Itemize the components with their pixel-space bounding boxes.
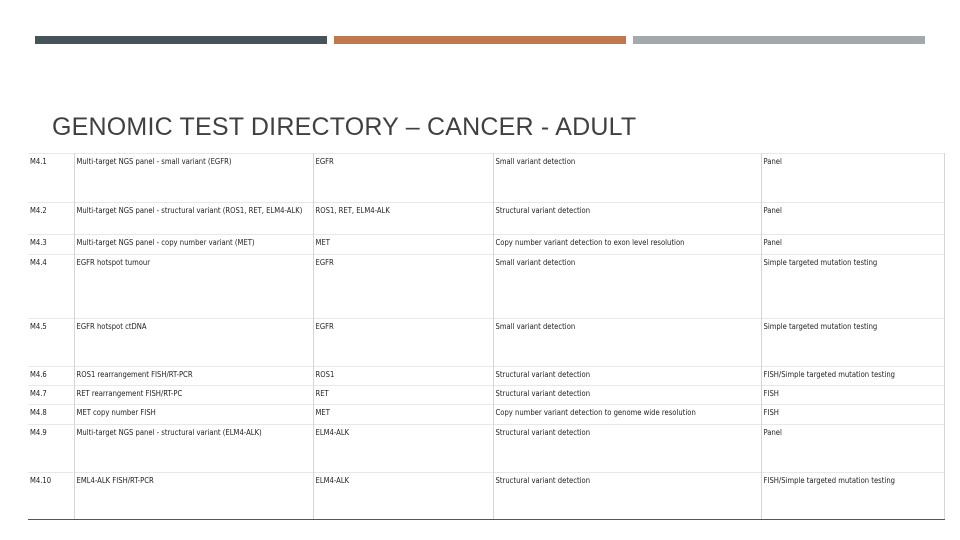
table-row: [28, 473, 944, 520]
test-name-cell: Multi-target NGS panel - structural variant (ELM4-ALK): [74, 425, 313, 473]
target-gene-cell: MET: [313, 235, 493, 255]
table-row: [28, 405, 944, 425]
accent-bar-dark: [35, 36, 327, 44]
test-scope-cell: Copy number variant detection to genome wide resolution: [493, 405, 761, 425]
target-gene-cell: ROS1: [313, 367, 493, 386]
test-id-cell: M4.6: [28, 367, 74, 386]
test-id-cell: M4.7: [28, 386, 74, 405]
test-scope-cell: Structural variant detection: [493, 473, 761, 520]
test-id-cell: M4.8: [28, 405, 74, 425]
test-name-cell: MET copy number FISH: [74, 405, 313, 425]
test-id-cell: M4.10: [28, 473, 74, 520]
test-id-cell: M4.5: [28, 319, 74, 367]
target-gene-cell: ELM4-ALK: [313, 425, 493, 473]
technology-cell: Panel: [761, 203, 944, 235]
test-id-cell: M4.4: [28, 255, 74, 319]
test-name-cell: EGFR hotspot tumour: [74, 255, 313, 319]
test-scope-cell: Structural variant detection: [493, 386, 761, 405]
test-name-cell: Multi-target NGS panel - small variant (EGFR): [74, 154, 313, 203]
test-name-cell: Multi-target NGS panel - structural variant (ROS1, RET, ELM4-ALK): [74, 203, 313, 235]
technology-cell: FISH/Simple targeted mutation testing: [761, 367, 944, 386]
accent-bar-grey: [633, 36, 925, 44]
test-id-cell: M4.9: [28, 425, 74, 473]
table-row: [28, 319, 944, 367]
test-scope-cell: Small variant detection: [493, 154, 761, 203]
table-row: [28, 203, 944, 235]
test-id-cell: M4.1: [28, 154, 74, 203]
table-row: [28, 367, 944, 386]
test-scope-cell: Small variant detection: [493, 319, 761, 367]
accent-bar-orange: [334, 36, 626, 44]
technology-cell: FISH/Simple targeted mutation testing: [761, 473, 944, 520]
table-row: [28, 425, 944, 473]
test-scope-cell: Small variant detection: [493, 255, 761, 319]
test-scope-cell: Structural variant detection: [493, 203, 761, 235]
target-gene-cell: EGFR: [313, 319, 493, 367]
target-gene-cell: EGFR: [313, 255, 493, 319]
target-gene-cell: EGFR: [313, 154, 493, 203]
test-name-cell: Multi-target NGS panel - copy number variant (MET): [74, 235, 313, 255]
target-gene-cell: RET: [313, 386, 493, 405]
technology-cell: Simple targeted mutation testing: [761, 255, 944, 319]
test-name-cell: RET rearrangement FISH/RT-PC: [74, 386, 313, 405]
test-id-cell: M4.3: [28, 235, 74, 255]
target-gene-cell: ROS1, RET, ELM4-ALK: [313, 203, 493, 235]
technology-cell: FISH: [761, 405, 944, 425]
table-row: [28, 386, 944, 405]
page-title: GENOMIC TEST DIRECTORY – CANCER - ADULT: [52, 113, 637, 141]
technology-cell: Panel: [761, 425, 944, 473]
technology-cell: Simple targeted mutation testing: [761, 319, 944, 367]
technology-cell: Panel: [761, 235, 944, 255]
test-name-cell: EGFR hotspot ctDNA: [74, 319, 313, 367]
table-row: [28, 255, 944, 319]
test-name-cell: ROS1 rearrangement FISH/RT-PCR: [74, 367, 313, 386]
test-id-cell: M4.2: [28, 203, 74, 235]
target-gene-cell: ELM4-ALK: [313, 473, 493, 520]
test-scope-cell: Copy number variant detection to exon level resolution: [493, 235, 761, 255]
test-scope-cell: Structural variant detection: [493, 367, 761, 386]
test-directory-table: [28, 153, 945, 520]
table-row: [28, 154, 944, 203]
technology-cell: Panel: [761, 154, 944, 203]
target-gene-cell: MET: [313, 405, 493, 425]
technology-cell: FISH: [761, 386, 944, 405]
test-name-cell: EML4-ALK FISH/RT-PCR: [74, 473, 313, 520]
test-scope-cell: Structural variant detection: [493, 425, 761, 473]
table-row: [28, 235, 944, 255]
